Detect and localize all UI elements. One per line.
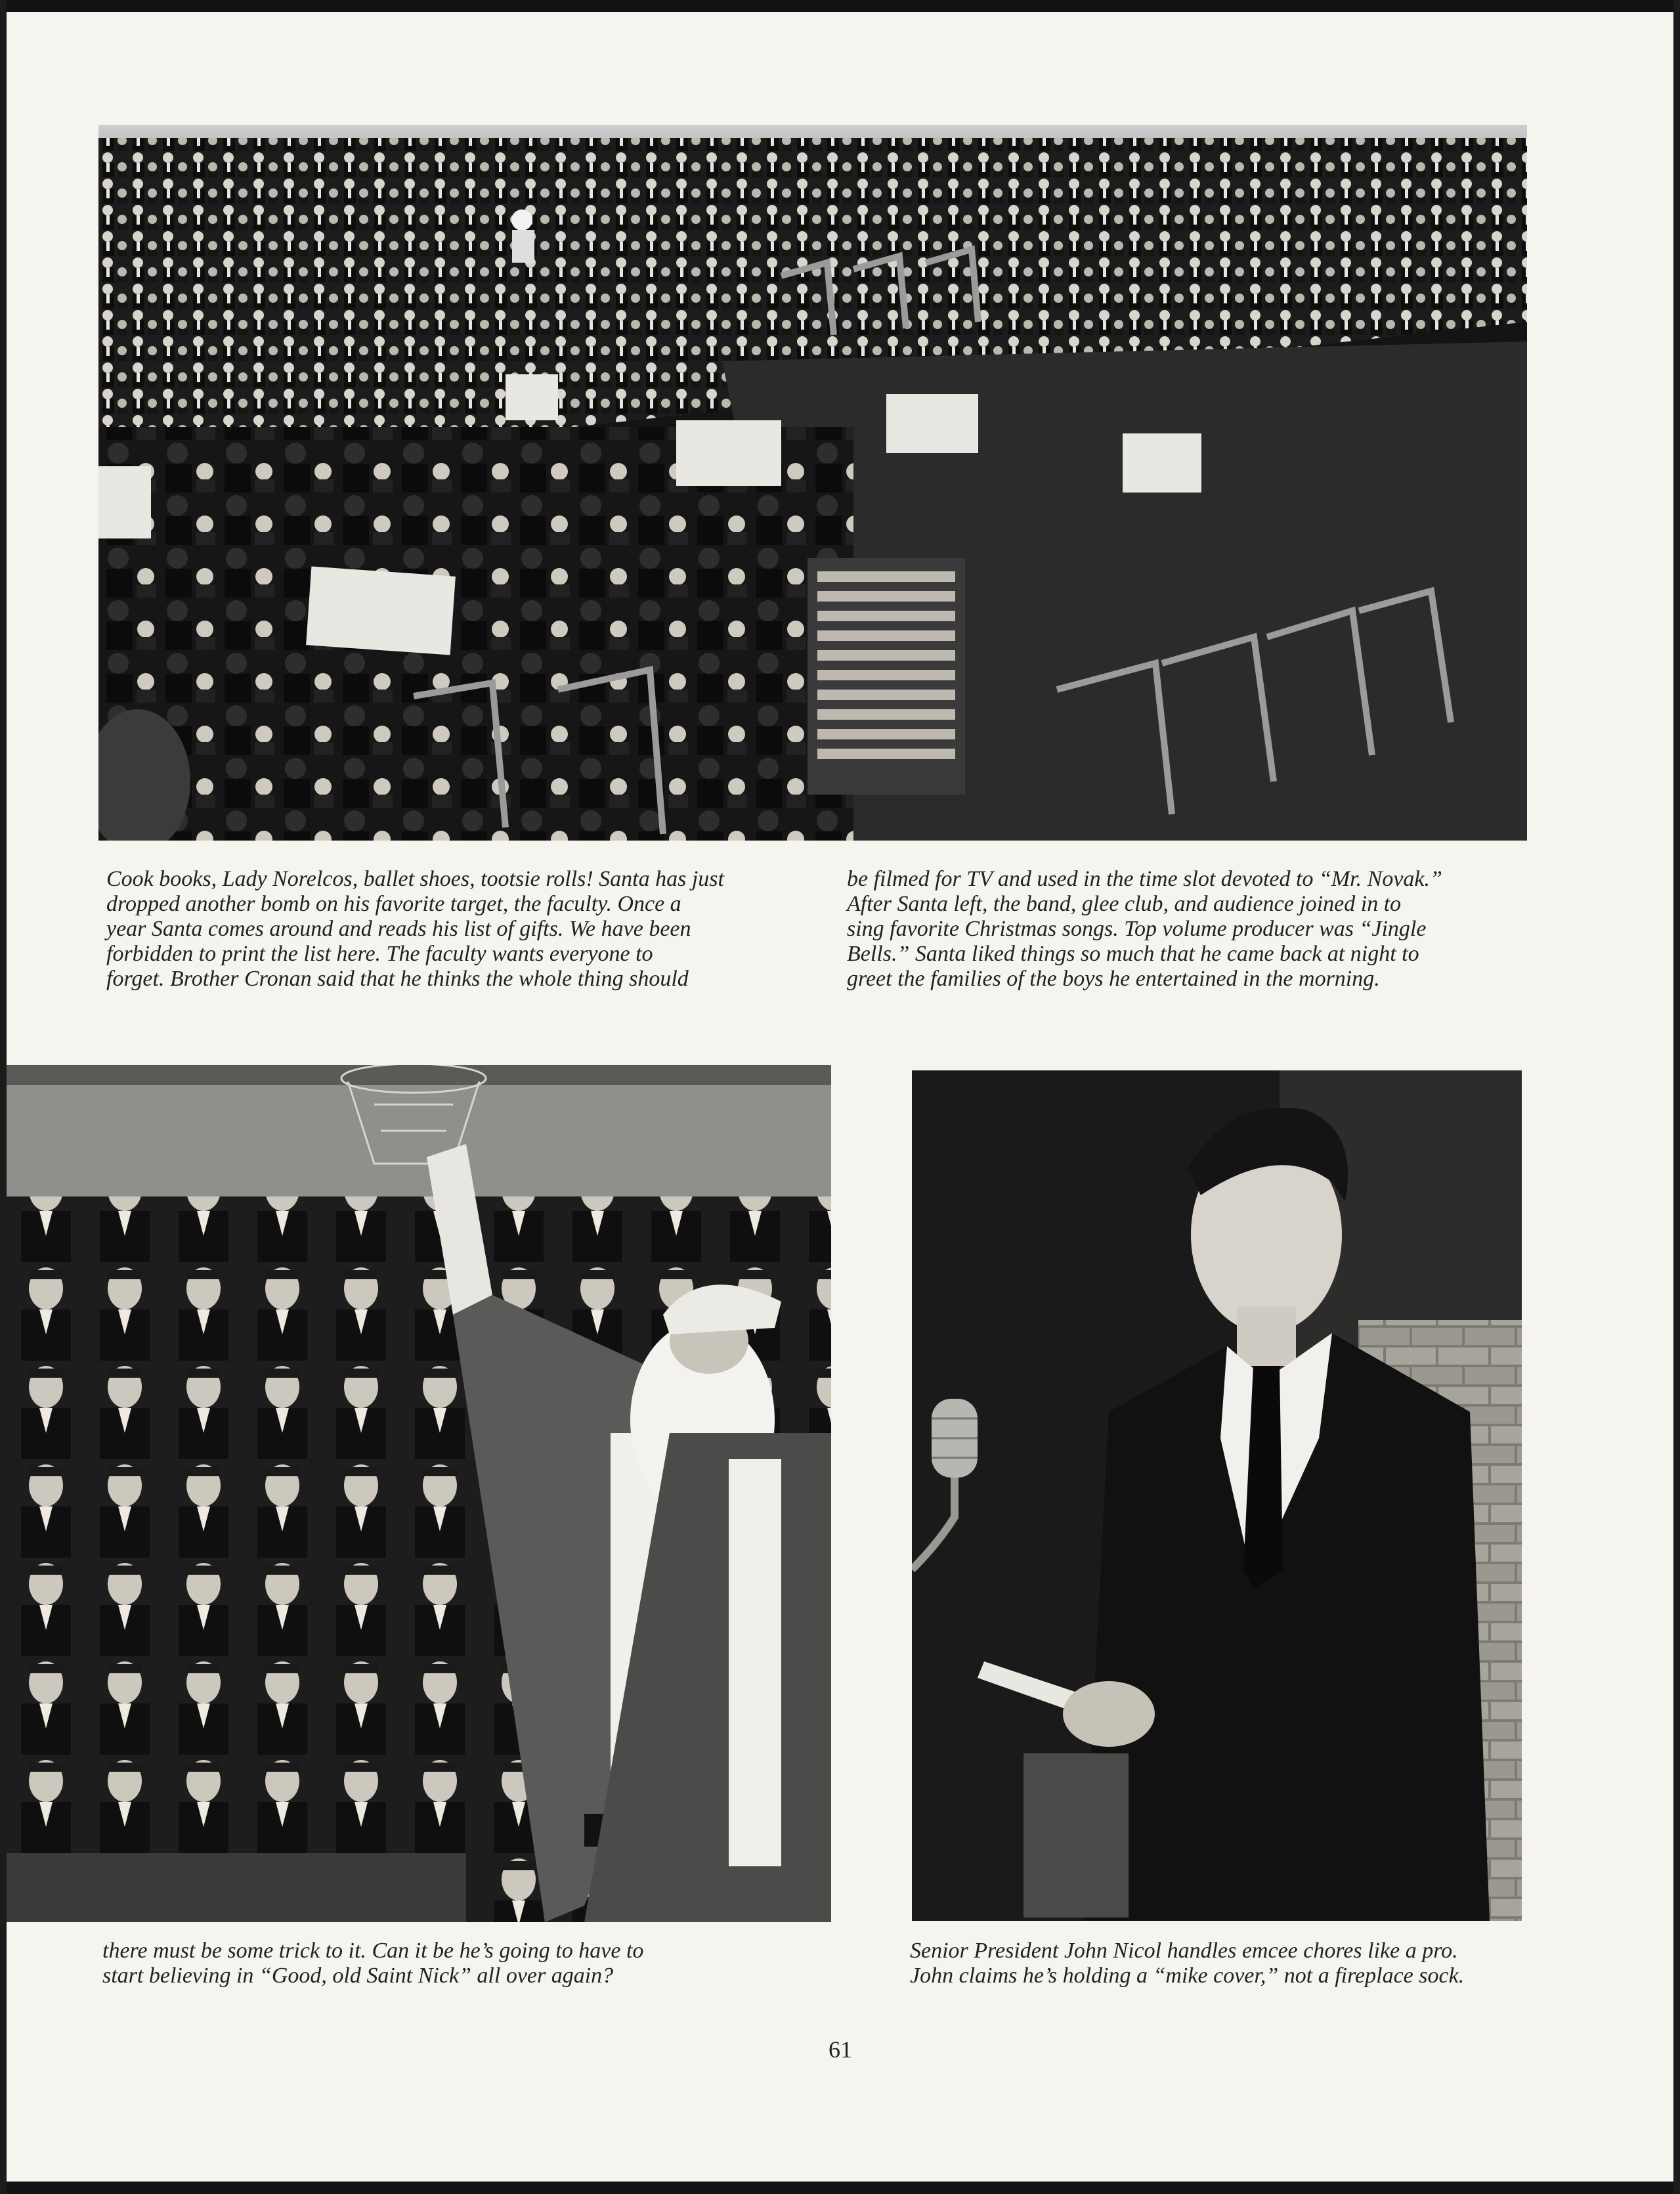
caption-line: forget. Brother Cronan said that he thinks the whole thing should — [106, 967, 689, 991]
caption-line: John claims he’s holding a “mike cover,” not a fireplace sock. — [910, 1964, 1465, 1988]
scan-border-top — [0, 0, 1680, 12]
caption-line: greet the families of the boys he entertained in the morning. — [847, 967, 1380, 991]
scan-border-bottom — [0, 2182, 1680, 2194]
scan-border-right — [1673, 0, 1680, 2194]
caption-line: After Santa left, the band, glee club, and audience joined in to — [847, 892, 1402, 916]
caption-concert-part2 — [847, 867, 1517, 992]
caption-line: Bells.” Santa liked things so much that he came back at night to — [847, 942, 1419, 966]
caption-santa — [102, 1939, 765, 1988]
caption-line: forbidden to print the list here. The faculty wants everyone to — [106, 942, 653, 966]
caption-line: Cook books, Lady Norelcos, ballet shoes, tootsie rolls! Santa has just — [106, 867, 724, 891]
scan-border-left — [0, 0, 7, 2194]
caption-line: Senior President John Nicol handles emcee chores like a pro. — [910, 1939, 1458, 1963]
caption-concert-part1 — [106, 867, 776, 992]
caption-line: be filmed for TV and used in the time slot devoted to “Mr. Novak.” — [847, 867, 1442, 891]
caption-line: start believing in “Good, old Saint Nick” all over again? — [102, 1964, 614, 1988]
caption-line: dropped another bomb on his favorite target, the faculty. Once a — [106, 892, 681, 916]
santa-photo — [7, 1065, 831, 1922]
caption-emcee — [910, 1939, 1520, 1988]
emcee-photo — [912, 1070, 1522, 1921]
caption-line: year Santa comes around and reads his list of gifts. We have been — [106, 917, 691, 941]
caption-line: sing favorite Christmas songs. Top volume producer was “Jingle — [847, 917, 1427, 941]
concert-photo — [98, 125, 1527, 841]
page-number: 61 — [829, 2036, 852, 2063]
caption-line: there must be some trick to it. Can it be he’s going to have to — [102, 1939, 644, 1963]
